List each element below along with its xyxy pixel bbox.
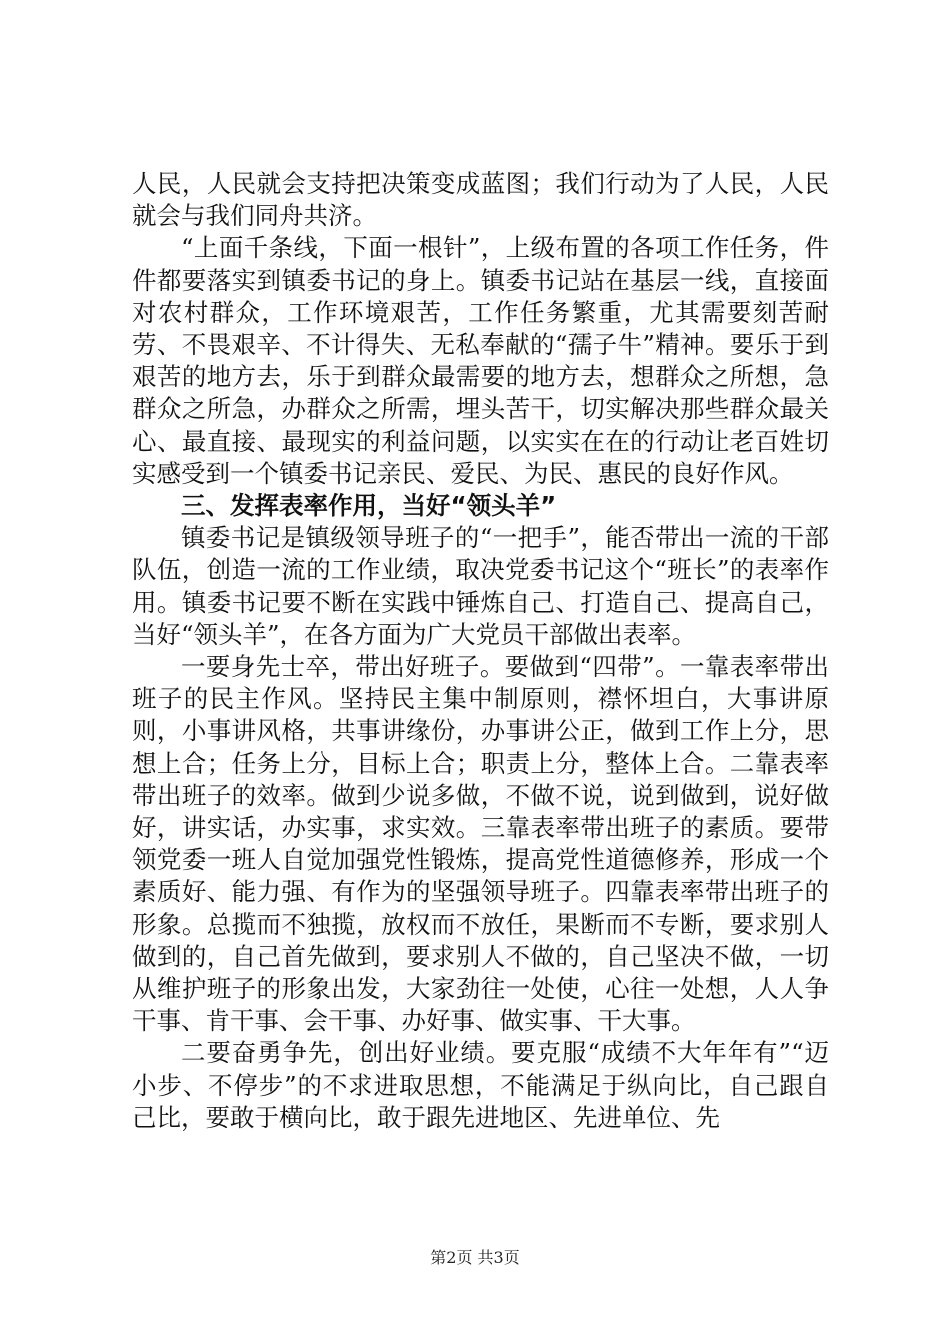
paragraph-4: 一要身先士卒，带出好班子。要做到“四带”。一靠表率带出班子的民主作风。坚持民主集中制原则，襟怀坦白，大事讲原则，小事讲风格，共事讲缘份，办事讲公正，做到工作上分，思想上合；任务上分，目标上合；职责上分，整体上合。二靠表率带出班子的效率。做到少说多做，不做不说，说到做到，说好做好，讲实话，办实事，求实效。三靠表率带出班子的素质。要带领党委一班人自觉加强党性锻炼，提高党性道德修养，形成一个素质好、能力强、有作为的坚强领导班子。四靠表率带出班子的形象。总揽而不独揽，放权而不放任，果断而不专断，要求别人做到的，自己首先做到，要求别人不做的，自己坚决不做，一切从维护班子的形象出发，大家劲往一处使，心往一处想，人人争干事、肯干事、会干事、办好事、做实事、干大事。 [132,652,829,1036]
paragraph-2: “上面千条线，下面一根针”，上级布置的各项工作任务，件件都要落实到镇委书记的身上。镇委书记站在基层一线，直接面对农村群众，工作环境艰苦，工作任务繁重，尤其需要刻苦耐劳、不畏艰辛、不计得失、无私奉献的“孺子牛”精神。要乐于到艰苦的地方去，乐于到群众最需要的地方去，想群众之所想，急群众之所急，办群众之所需，埋头苦干，切实解决那些群众最关心、最直接、最现实的利益问题，以实实在在的行动让老百姓切实感受到一个镇委书记亲民、爱民、为民、惠民的良好作风。 [132,233,829,488]
section-heading: 三、发挥表率作用，当好“领头羊” [181,491,557,521]
paragraph-5: 二要奋勇争先，创出好业绩。要克服“成绩不大年年有”“迈小步、不停步”的不求进取思想，不能满足于纵向比，自己跟自己比，要敢于横向比，敢于跟先进地区、先进单位、先 [132,1038,829,1132]
page-indicator: 第2页 共3页 [430,1248,520,1267]
page-footer [0,1248,950,1268]
paragraph-3: 镇委书记是镇级领导班子的“一把手”，能否带出一流的干部队伍，创造一流的工作业绩，取决党委书记这个“班长”的表率作用。镇委书记要不断在实践中锤炼自己、打造自己、提高自己，当好“领头羊”，在各方面为广大党员干部做出表率。 [132,523,829,649]
paragraph-1: 人民，人民就会支持把决策变成蓝图；我们行动为了人民，人民就会与我们同舟共济。 [132,169,829,231]
document-body [132,168,829,1134]
